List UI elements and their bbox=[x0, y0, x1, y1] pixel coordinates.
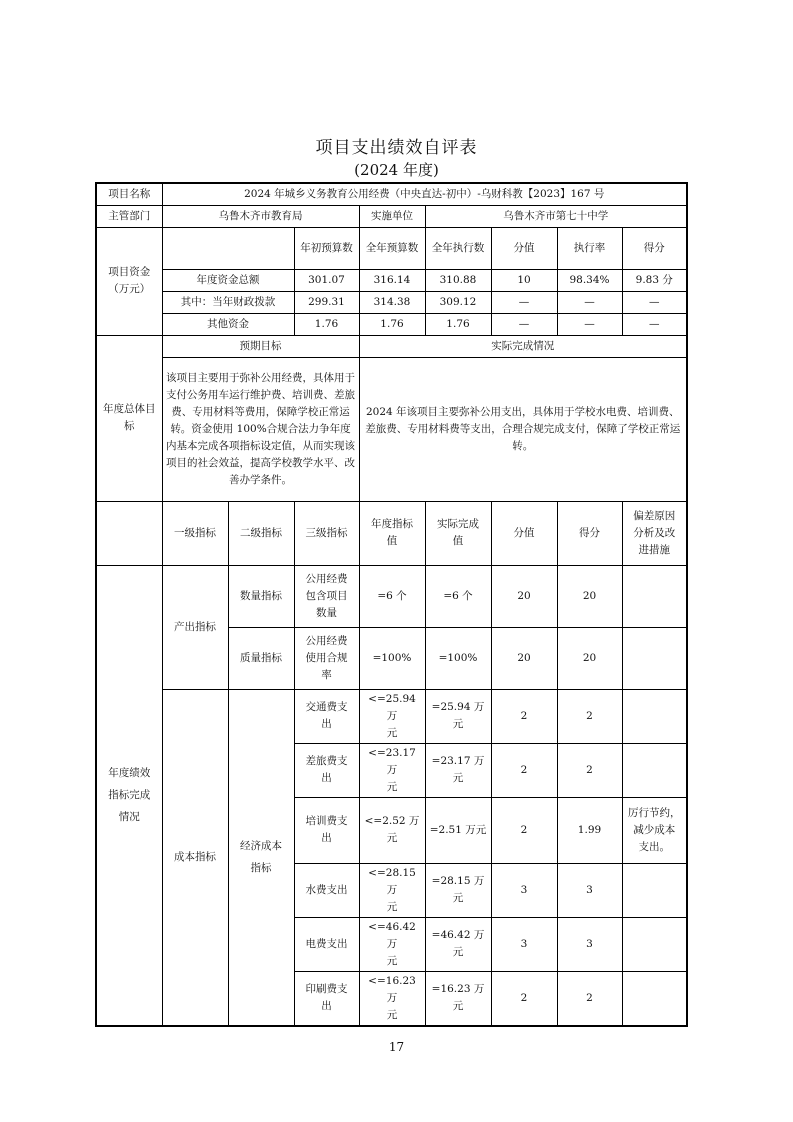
quality-indicator-label: 质量指标 bbox=[228, 627, 294, 689]
deviation-note bbox=[622, 627, 687, 689]
department-row bbox=[96, 205, 687, 227]
funds-cell: 299.31 bbox=[294, 291, 359, 313]
target-value: <=25.94 万 元 bbox=[359, 689, 425, 743]
indicator-header-cell: 二级指标 bbox=[228, 501, 294, 565]
goals-section-label: 年度总体目标 bbox=[96, 335, 162, 501]
target-value: <=28.15 万 元 bbox=[359, 863, 425, 917]
indicator-row bbox=[96, 565, 687, 627]
funds-cell: — bbox=[557, 291, 622, 313]
funds-row bbox=[96, 269, 687, 291]
indicator-header-cell: 实际完成 值 bbox=[425, 501, 491, 565]
actual-value: =25.94 万 元 bbox=[425, 689, 491, 743]
score: 2 bbox=[557, 971, 622, 1026]
funds-header-cell: 得分 bbox=[622, 227, 687, 269]
target-value: <=2.52 万 元 bbox=[359, 797, 425, 863]
funds-header-cell: 年初预算数 bbox=[294, 227, 359, 269]
target-value: =100% bbox=[359, 627, 425, 689]
indicators-section-label: 年度绩效 指标完成 情况 bbox=[96, 565, 162, 1026]
score-value: 20 bbox=[491, 627, 557, 689]
deviation-note bbox=[622, 917, 687, 971]
project-name-value: 2024 年城乡义务教育公用经费（中央直达-初中）-乌财科教【2023】167 号 bbox=[162, 183, 687, 205]
indicator-header-cell: 三级指标 bbox=[294, 501, 359, 565]
indicator-header-cell: 偏差原因 分析及改 进措施 bbox=[622, 501, 687, 565]
output-indicator-label: 产出指标 bbox=[162, 565, 228, 689]
funds-cell: — bbox=[557, 313, 622, 335]
expected-goal-header: 预期目标 bbox=[162, 335, 359, 357]
quantity-indicator-label: 数量指标 bbox=[228, 565, 294, 627]
funds-cell: 316.14 bbox=[359, 269, 425, 291]
funds-cell: 1.76 bbox=[359, 313, 425, 335]
indicators-header-row bbox=[96, 501, 687, 565]
score: 20 bbox=[557, 565, 622, 627]
actual-value: =100% bbox=[425, 627, 491, 689]
cost-indicator-label: 成本指标 bbox=[162, 689, 228, 1026]
funds-cell: 314.38 bbox=[359, 291, 425, 313]
page-title: 项目支出绩效自评表 bbox=[315, 138, 478, 158]
score: 2 bbox=[557, 689, 622, 743]
funds-cell: — bbox=[622, 291, 687, 313]
project-name-row bbox=[96, 183, 687, 205]
funds-header-cell: 全年执行数 bbox=[425, 227, 491, 269]
level3-indicator: 交通费支 出 bbox=[294, 689, 359, 743]
level3-indicator: 公用经费 使用合规 率 bbox=[294, 627, 359, 689]
department-value: 乌鲁木齐市教育局 bbox=[162, 205, 359, 227]
indicator-header-cell: 分值 bbox=[491, 501, 557, 565]
score: 3 bbox=[557, 863, 622, 917]
funds-section-label: 项目资金 （万元） bbox=[96, 227, 162, 335]
funds-header-cell: 分值 bbox=[491, 227, 557, 269]
level3-indicator: 培训费支 出 bbox=[294, 797, 359, 863]
funds-cell: 9.83 分 bbox=[622, 269, 687, 291]
funds-header-cell: 全年预算数 bbox=[359, 227, 425, 269]
project-name-label: 项目名称 bbox=[96, 183, 162, 205]
funds-cell: — bbox=[622, 313, 687, 335]
implementing-unit-value: 乌鲁木齐市第七十中学 bbox=[425, 205, 687, 227]
funds-cell: 1.76 bbox=[294, 313, 359, 335]
goals-header-row bbox=[96, 335, 687, 357]
economic-cost-indicator-label: 经济成本 指标 bbox=[228, 689, 294, 1026]
evaluation-table bbox=[95, 182, 688, 1027]
deviation-note bbox=[622, 863, 687, 917]
deviation-note bbox=[622, 689, 687, 743]
implementing-unit-label: 实施单位 bbox=[359, 205, 425, 227]
funds-row bbox=[96, 291, 687, 313]
actual-completion-text: 2024 年该项目主要弥补公用支出，具体用于学校水电费、培训费、差旅费、专用材料费等支出，合理合规完成支付，保障了学校正常运转。 bbox=[359, 357, 687, 501]
indicator-header-cell: 得分 bbox=[557, 501, 622, 565]
funds-row bbox=[96, 313, 687, 335]
funds-cell: 1.76 bbox=[425, 313, 491, 335]
actual-value: =23.17 万 元 bbox=[425, 743, 491, 797]
target-value: =6 个 bbox=[359, 565, 425, 627]
goals-row bbox=[96, 357, 687, 501]
actual-value: =2.51 万元 bbox=[425, 797, 491, 863]
funds-cell: 10 bbox=[491, 269, 557, 291]
department-label: 主管部门 bbox=[96, 205, 162, 227]
page-number: 17 bbox=[388, 1040, 405, 1054]
level3-indicator: 电费支出 bbox=[294, 917, 359, 971]
funds-header-blank bbox=[162, 227, 294, 269]
target-value: <=16.23 万 元 bbox=[359, 971, 425, 1026]
actual-value: =6 个 bbox=[425, 565, 491, 627]
funds-header-cell: 执行率 bbox=[557, 227, 622, 269]
funds-row-label: 年度资金总额 bbox=[162, 269, 294, 291]
deviation-note: 厉行节约， 减少成本 支出。 bbox=[622, 797, 687, 863]
indicator-row bbox=[96, 689, 687, 743]
actual-completion-header: 实际完成情况 bbox=[359, 335, 687, 357]
score: 1.99 bbox=[557, 797, 622, 863]
funds-cell: — bbox=[491, 291, 557, 313]
score-value: 20 bbox=[491, 565, 557, 627]
level3-indicator: 公用经费 包含项目 数量 bbox=[294, 565, 359, 627]
level3-indicator: 差旅费支 出 bbox=[294, 743, 359, 797]
funds-row-label: 其他资金 bbox=[162, 313, 294, 335]
score-value: 3 bbox=[491, 863, 557, 917]
score-value: 2 bbox=[491, 797, 557, 863]
indicator-header-cell: 年度指标 值 bbox=[359, 501, 425, 565]
expected-goal-text: 该项目主要用于弥补公用经费，具体用于支付公务用车运行维护费、培训费、差旅费、专用材料等费用，保障学校正常运转。资金使用 100%合规合法力争年度内基本完成各项指标设定值，从而实现该项目的社会效益，提高学校教学水平、改善办学条件。 bbox=[162, 357, 359, 501]
indicator-header-cell: 一级指标 bbox=[162, 501, 228, 565]
target-value: <=46.42 万 元 bbox=[359, 917, 425, 971]
score: 3 bbox=[557, 917, 622, 971]
actual-value: =46.42 万 元 bbox=[425, 917, 491, 971]
funds-cell: 309.12 bbox=[425, 291, 491, 313]
score-value: 2 bbox=[491, 689, 557, 743]
funds-cell: — bbox=[491, 313, 557, 335]
funds-row-label: 其中：当年财政拨款 bbox=[162, 291, 294, 313]
score-value: 2 bbox=[491, 743, 557, 797]
funds-cell: 301.07 bbox=[294, 269, 359, 291]
level3-indicator: 水费支出 bbox=[294, 863, 359, 917]
score-value: 3 bbox=[491, 917, 557, 971]
funds-header-row bbox=[96, 227, 687, 269]
deviation-note bbox=[622, 565, 687, 627]
actual-value: =16.23 万 元 bbox=[425, 971, 491, 1026]
indicators-header-blank bbox=[96, 501, 162, 565]
score: 20 bbox=[557, 627, 622, 689]
actual-value: =28.15 万 元 bbox=[425, 863, 491, 917]
deviation-note bbox=[622, 743, 687, 797]
score: 2 bbox=[557, 743, 622, 797]
year-label: (2024 年度) bbox=[354, 161, 439, 179]
target-value: <=23.17 万 元 bbox=[359, 743, 425, 797]
score-value: 2 bbox=[491, 971, 557, 1026]
deviation-note bbox=[622, 971, 687, 1026]
level3-indicator: 印刷费支 出 bbox=[294, 971, 359, 1026]
funds-cell: 98.34% bbox=[557, 269, 622, 291]
funds-cell: 310.88 bbox=[425, 269, 491, 291]
